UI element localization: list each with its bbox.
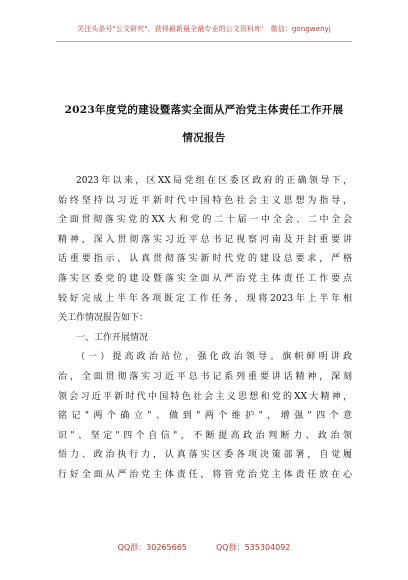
- paragraph-line: 识"、坚定"四个自信"，不断提高政治判断力、政治领: [58, 430, 352, 441]
- paragraph-line: 治，全面贯彻落实习近平总书记系列重要讲话精神，深刻: [58, 371, 352, 382]
- paragraph-line: 落实区委党的建设暨落实全面从严治党主体责任工作要点: [58, 273, 352, 284]
- paragraph-line: 精神，深入贯彻落实习近平总书记视察河南及开封重要讲: [58, 234, 352, 245]
- paragraph-line: 关工作情况报告如下：: [58, 313, 149, 324]
- footer: [0, 542, 408, 553]
- document-title-line-2: 情况报告: [182, 132, 226, 144]
- document-title-line-1: 2023年度党的建设暨落实全面从严治党主体责任工作开展: [64, 104, 344, 116]
- section-heading: 一、工作开展情况: [76, 332, 149, 343]
- paragraph-line: 始终坚持以习近平新时代中国特色社会主义思想为指导，: [58, 195, 352, 206]
- document-body: [58, 172, 352, 486]
- paragraph-line: 话重要指示，认真贯彻落实新时代党的建设总要求，严格: [58, 254, 352, 265]
- footer-qq-group-2: QQ群：535304092: [216, 543, 291, 552]
- header-banner: 关注头条号"公文研究"，获得最新最全最专业的公文资料库！ 微信：gongwenyj: [77, 25, 331, 33]
- paragraph-line: 领会习近平新时代中国特色社会主义思想和党的XX大精神，: [58, 391, 352, 402]
- paragraph-line: 全面贯彻落实党的XX大和党的二十届一中全会、二中全会: [58, 215, 352, 226]
- paragraph-line: 悟力、政治执行力，认真落实区委各项决策部署，自觉履: [58, 450, 352, 461]
- paragraph-line: 铭记"两个确立"、做到"两个维护"，增强"四个意: [58, 411, 352, 422]
- paragraph-line: 2023年以来，区XX局党组在区委区政府的正确领导下，: [76, 176, 352, 186]
- paragraph-line: 行好全面从严治党主体责任，将管党治党主体责任放在心: [58, 469, 352, 480]
- paragraph-line: （一）提高政治站位，强化政治领导。旗帜鲜明讲政: [76, 352, 352, 363]
- paragraph-line: 较好完成上半年各项既定工作任务，现将2023年上半年相: [58, 293, 352, 304]
- header-divider: [56, 41, 352, 42]
- footer-qq-group-1: QQ群：30265665: [117, 543, 187, 552]
